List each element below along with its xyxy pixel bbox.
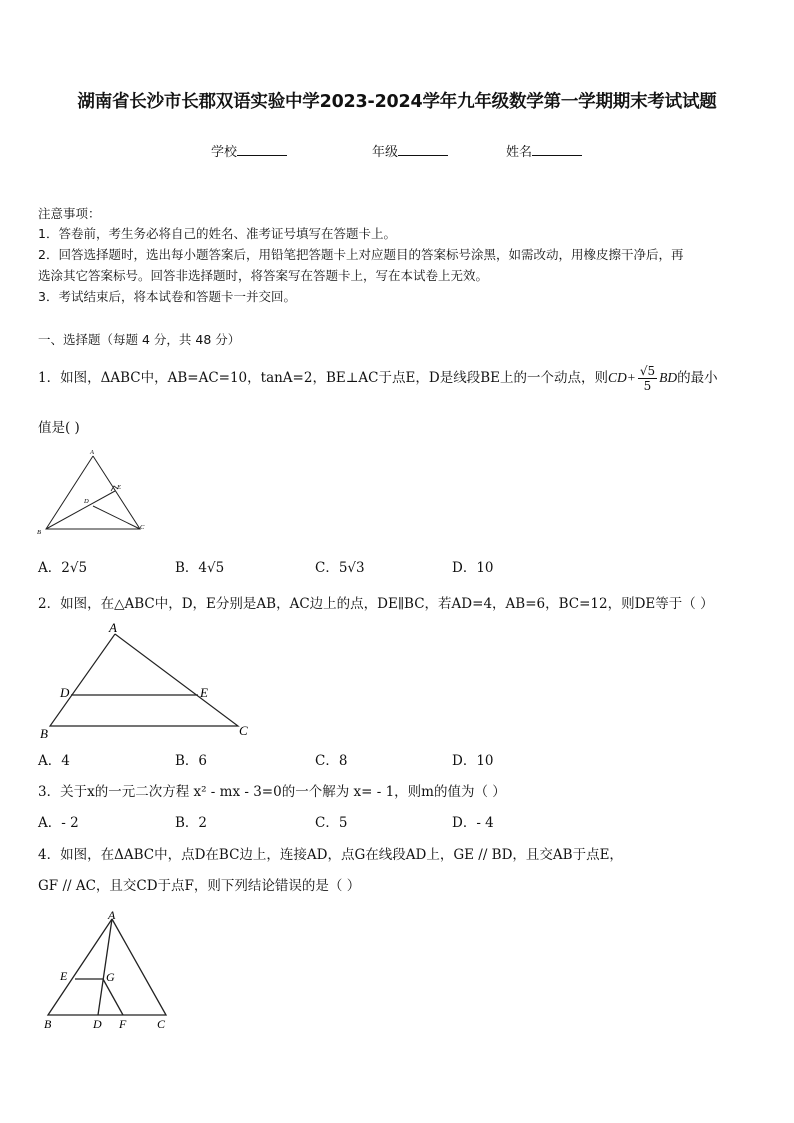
grade-field[interactable] (372, 141, 448, 160)
q1-label-e: E (117, 484, 121, 491)
q2-option-d[interactable]: D．10 (452, 753, 494, 769)
school-field[interactable] (211, 141, 287, 160)
q1-figure (34, 446, 154, 541)
q1-frac-num: √5 (639, 364, 656, 378)
notice-heading: 注意事项： (38, 206, 101, 221)
q2-label-a: A (109, 620, 117, 635)
q1-body: ΔABC中，AB=AC=10，tanA=2，BE⊥AC于点E，D是线段BE上的一个动点，则 (100, 370, 608, 386)
q1-suffix: 的最小 (677, 370, 718, 386)
q1-option-d[interactable]: D．10 (452, 560, 494, 576)
q4-label-f: F (119, 1017, 127, 1031)
q3-option-c[interactable]: C．5 (315, 815, 348, 831)
q1-option-a[interactable]: A．2√5 (38, 560, 88, 576)
q4-label-g: G (106, 970, 115, 984)
q2-label-c: C (239, 723, 248, 738)
question-4-line2: GF // AC，且交CD于点F，则下列结论错误的是（ ） (38, 878, 361, 894)
name-blank[interactable] (532, 143, 582, 156)
q4-label-d: D (93, 1017, 102, 1031)
grade-label: 年级 (372, 145, 399, 160)
name-label: 姓名 (506, 145, 533, 160)
q1-label-b: B (37, 529, 41, 536)
q4-label-e: E (60, 969, 68, 983)
question-4-line1: 4．如图，在ΔABC中，点D在BC边上，连接AD，点G在线段AD上，GE // BD，且交AB于点E， (38, 847, 623, 863)
q2-option-a[interactable]: A．4 (38, 753, 70, 769)
question-1 (38, 360, 718, 396)
q1-option-b[interactable]: B．4√5 (175, 560, 225, 576)
page-title: 湖南省长沙市长郡双语实验中学2023-2024学年九年级数学第一学期期末考试试题 (77, 92, 717, 112)
q3-option-b[interactable]: B．2 (175, 815, 208, 831)
question-2: 2．如图，在△ABC中，D，E分别是AB，AC边上的点，DE∥BC，若AD=4，AB=6，BC=12，则DE等于（ ） (38, 596, 714, 612)
q1-expr-post: BD (659, 370, 678, 385)
q3-option-d[interactable]: D．- 4 (452, 815, 494, 831)
q3-option-a[interactable]: A．- 2 (38, 815, 79, 831)
school-blank[interactable] (237, 143, 287, 156)
q2-figure (36, 618, 256, 742)
section-heading: 一、选择题（每题 4 分，共 48 分） (38, 332, 241, 347)
name-field[interactable] (506, 141, 582, 160)
q1-frac-den: 5 (643, 379, 652, 393)
q2-option-b[interactable]: B．6 (175, 753, 208, 769)
q4-label-b: B (44, 1017, 52, 1031)
q1-line2: 值是( ) (38, 420, 80, 436)
notice-item: 2．回答选择题时，选出每小题答案后，用铅笔把答题卡上对应题目的答案标号涂黑，如需改动，用橡皮擦干净后，再 (38, 247, 684, 262)
q4-figure (40, 905, 180, 1035)
notice-item: 1．答卷前，考生务必将自己的姓名、准考证号填写在答题卡上。 (38, 226, 396, 241)
q1-label-d: D (84, 498, 89, 505)
q2-option-c[interactable]: C．8 (315, 753, 348, 769)
q4-label-c: C (157, 1017, 166, 1031)
notice-item: 选涂其它答案标号。回答非选择题时，将答案写在答题卡上，写在本试卷上无效。 (38, 268, 489, 283)
q4-label-a: A (108, 908, 116, 922)
q1-label-a: A (90, 449, 94, 456)
question-3: 3．关于x的一元二次方程 x² - mx - 3=0的一个解为 x= - 1，则m的值为（ ） (38, 784, 506, 800)
q2-label-b: B (40, 726, 48, 741)
q2-label-e: E (200, 685, 208, 700)
q1-fraction (638, 364, 657, 393)
q1-expr-pre: CD+ (607, 370, 636, 385)
q1-option-c[interactable]: C．5√3 (315, 560, 365, 576)
q2-label-d: D (60, 685, 70, 700)
q1-label-c: C (140, 524, 145, 531)
notice-item: 3．考试结束后，将本试卷和答题卡一并交回。 (38, 289, 296, 304)
q1-prefix: 1．如图， (38, 370, 101, 386)
grade-blank[interactable] (398, 143, 448, 156)
school-label: 学校 (211, 145, 238, 160)
